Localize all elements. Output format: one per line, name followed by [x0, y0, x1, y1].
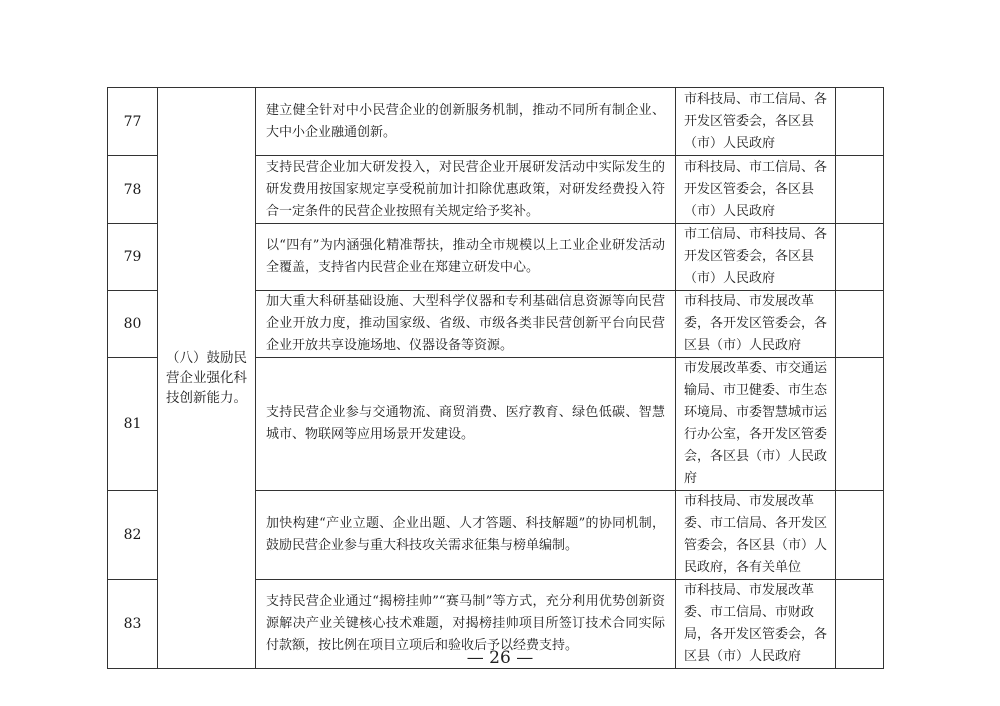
measure-cell: 以“四有”为内涵强化精准帮扶，推动全市规模以上工业企业研发活动全覆盖，支持省内民营企业在郑建立研发中心。 [256, 224, 676, 291]
note-cell [836, 88, 884, 156]
policy-table [107, 87, 884, 669]
row-number: 82 [108, 491, 158, 580]
department-cell: 市科技局、市工信局、各开发区管委会，各区县（市）人民政府 [676, 156, 836, 224]
department-cell: 市发展改革委、市交通运输局、市卫健委、市生态环境局、市委智慧城市运行办公室，各开发区管委会，各区县（市）人民政府 [676, 358, 836, 491]
note-cell [836, 491, 884, 580]
note-cell [836, 358, 884, 491]
department-cell: 市科技局、市发展改革委、市工信局、各开发区管委会，各区县（市）人民政府，各有关单位 [676, 491, 836, 580]
row-number: 78 [108, 156, 158, 224]
note-cell [836, 156, 884, 224]
row-number: 80 [108, 291, 158, 358]
note-cell [836, 291, 884, 358]
table-row [108, 88, 884, 156]
row-number: 83 [108, 580, 158, 669]
measure-cell: 加快构建“产业立题、企业出题、人才答题、科技解题”的协同机制，鼓励民营企业参与重大科技攻关需求征集与榜单编制。 [256, 491, 676, 580]
category-cell: （八）鼓励民营企业强化科技创新能力。 [158, 88, 256, 669]
note-cell [836, 224, 884, 291]
department-cell: 市科技局、市发展改革委，各开发区管委会，各区县（市）人民政府 [676, 291, 836, 358]
measure-cell: 加大重大科研基础设施、大型科学仪器和专利基础信息资源等向民营企业开放力度，推动国家级、省级、市级各类非民营创新平台向民营企业开放共享设施场地、仪器设备等资源。 [256, 291, 676, 358]
measure-cell: 支持民营企业参与交通物流、商贸消费、医疗教育、绿色低碳、智慧城市、物联网等应用场景开发建设。 [256, 358, 676, 491]
measure-cell: 支持民营企业加大研发投入，对民营企业开展研发活动中实际发生的研发费用按国家规定享受税前加计扣除优惠政策，对研发经费投入符合一定条件的民营企业按照有关规定给予奖补。 [256, 156, 676, 224]
department-cell: 市科技局、市发展改革委、市工信局、市财政局，各开发区管委会，各区县（市）人民政府 [676, 580, 836, 669]
page-number: — 26 — [466, 648, 534, 668]
row-number: 77 [108, 88, 158, 156]
measure-cell: 建立健全针对中小民营企业的创新服务机制，推动不同所有制企业、大中小企业融通创新。 [256, 88, 676, 156]
department-cell: 市工信局、市科技局、各开发区管委会，各区县（市）人民政府 [676, 224, 836, 291]
row-number: 79 [108, 224, 158, 291]
department-cell: 市科技局、市工信局、各开发区管委会，各区县（市）人民政府 [676, 88, 836, 156]
measure-cell: 支持民营企业通过“揭榜挂帅”“赛马制”等方式，充分利用优势创新资源解决产业关键核心技术难题，对揭榜挂帅项目所签订技术合同实际付款额，按比例在项目立项后和验收后予以经费支持。 [256, 580, 676, 669]
row-number: 81 [108, 358, 158, 491]
